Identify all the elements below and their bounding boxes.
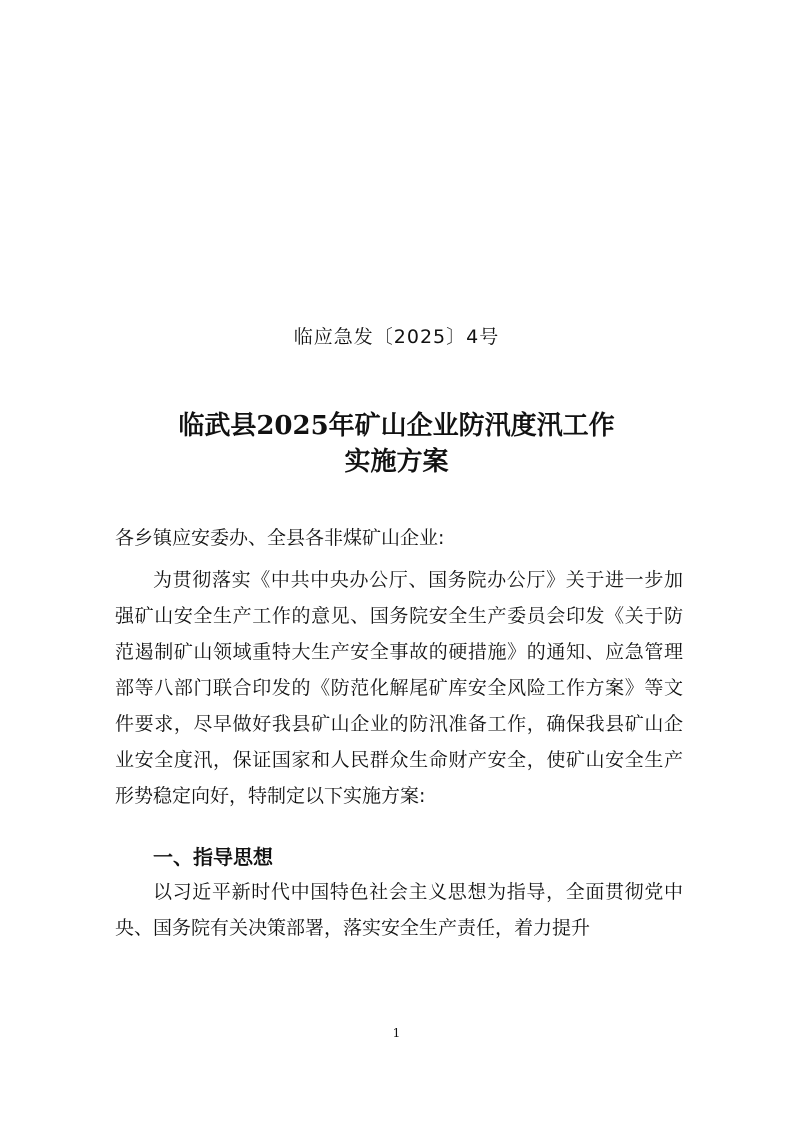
document-number: 临应急发〔2025〕4号 [293,326,500,348]
title-line-1: 临武县2025年矿山企业防汛度汛工作 [178,411,615,441]
title-line-2: 实施方案 [344,447,449,477]
page-number: 1 [392,1026,401,1040]
section-heading-1: 一、指导思想 [153,845,273,869]
paragraph-2: 以习近平新时代中国特色社会主义思想为指导，全面贯彻党中央、国务院有关决策部署，落实安全生产责任，着力提升 [115,881,683,939]
document-title [0,408,793,480]
paragraph-1: 为贯彻落实《中共中央办公厅、国务院办公厅》关于进一步加强矿山安全生产工作的意见、国务院安全生产委员会印发《关于防范遏制矿山领域重特大生产安全事故的硬措施》的通知、应急管理部等八部门联合印发的《防范化解尾矿库安全风险工作方案》等文件要求，尽早做好我县矿山企业的防汛准备工作，确保我县矿山企业安全度汛，保证国家和人民群众生命财产安全，使矿山安全生产形势稳定向好，特制定以下实施方案: [115,569,683,807]
salutation: 各乡镇应安委办、全县各非煤矿山企业: [115,527,445,549]
